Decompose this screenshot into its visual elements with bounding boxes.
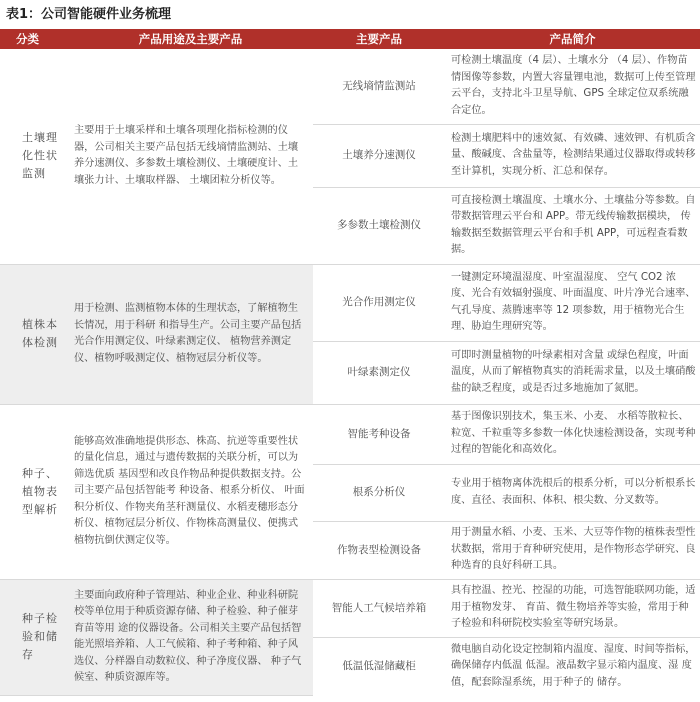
header-row <box>0 29 700 49</box>
product-name: 根系分析仪 <box>313 464 445 521</box>
header-intro: 产品简介 <box>445 29 700 49</box>
category-cell: 植株本体检测 <box>0 264 68 404</box>
usage-cell: 主要用于土壤采样和土壤各项理化指标检测的仪器，公司相关主要产品包括无线墒情监测站、土壤养分速测仪、多参数土壤检测仪、土壤硬度计、土壤张力计、土壤取样器、 土壤团粒分析仪等。 <box>68 49 313 264</box>
usage-cell: 能够高效准确地提供形态、株高、抗逆等重要性状的量化信息，通过与遗传数据的关联分析，可以为筛选优质 基因型和改良作物品种提供数据支持。公司主要产品包括智能考 种设备、根系分析仪、 叶面积分析仪、作物夹角茎秆测量仪、水稻麦穗形态分析仪、植物冠层分析仪、作物株高测量仪、便携式植物抗倒伏测定仪等。 <box>68 404 313 579</box>
header-product: 主要产品 <box>313 29 445 49</box>
product-desc: 检测土壤肥料中的速效氮、有效磷、速效钾、有机质含量、酸碱度、含盐量等，检测结果通过仪器取得或转移至计算机，实现分析、汇总和保存。 <box>445 124 700 187</box>
table-row <box>0 579 700 637</box>
product-desc: 一键测定环境温湿度、叶室温湿度、 空气 CO2 浓度、光合有效辐射强度、叶面温度、叶片净光合速率、气孔导度、蒸腾速率等 12 项参数，用于植物光合生理、胁迫生理研究等。 <box>445 264 700 341</box>
usage-cell: 主要面向政府种子管理站、种业企业、种业科研院校等单位用于种质资源存储、种子检验、种子催芽育苗等用 途的仪器设备。公司相关主要产品包括智能光照培养箱、人工气候箱、种子考种箱、种子风选仪、分样器自动数粒仪、种子净度仪器、 种子气候室、种质资源库等。 <box>68 579 313 695</box>
usage-cell: 用于检测、监测植物本体的生理状态，了解植物生长情况，用于科研 和指导生产。公司主要产品包括光合作用测定仪、叶绿素测定仪、 植物营养测定仪、植物呼吸测定仪、植物冠层分析仪等。 <box>68 264 313 404</box>
category-cell: 种子、植物表型解析 <box>0 404 68 579</box>
header-usage: 产品用途及主要产品 <box>68 29 313 49</box>
product-name: 光合作用测定仪 <box>313 264 445 341</box>
product-desc: 专业用于植物离体洗根后的根系分析，可以分析根系长度、直径、表面积、体积、根尖数、分叉数等。 <box>445 464 700 521</box>
table-row <box>0 49 700 124</box>
category-cell: 土壤理化性状监测 <box>0 49 68 264</box>
product-name: 低温低湿储藏柜 <box>342 660 416 672</box>
product-name: 智能考种设备 <box>313 404 445 464</box>
product-desc: 可检测土壤温度（4 层）、土壤水分 （4 层）、作物苗情图像等参数，内置大容量锂电池，数据可上传至管理云平台，支持北斗卫星导航、GPS 全球定位双系统融合定位。 <box>445 49 700 124</box>
product-desc: 具有控温、控光、控湿的功能，可选智能联网功能，适用于植物发芽、 育苗、微生物培养等实验，常用于种子检验和科研院校实验室等研究场景。 <box>445 579 700 637</box>
header-category: 分类 <box>0 29 68 49</box>
product-desc: 基于图像识别技术，集玉米、小麦、 水稻等散粒长、粒宽、千粒重等多参数一体化快速检测设备，实现考种过程的智能化和高效化。 <box>445 404 700 464</box>
product-name: 叶绿素测定仪 <box>313 341 445 404</box>
product-desc: 微电脑自动化设定控制箱内温度、湿度、时间等指标，确保储存内低温 低湿。液晶数字显示箱内温度、湿 度值，配套除湿系统，用于种子的 储存。 <box>451 643 696 688</box>
product-desc: 可即时测量植物的叶绿素相对含量 或绿色程度，叶面温度，从而了解植物真实的消耗需求量，以及土壤硝酸盐的缺乏程度，或是否过多地施加了氮肥。 <box>445 341 700 404</box>
product-name: 土壤养分速测仪 <box>313 124 445 187</box>
product-name: 多参数土壤检测仪 <box>313 187 445 264</box>
business-table <box>0 29 700 696</box>
table-row <box>0 264 700 341</box>
product-desc: 可直接检测土壤温度、土壤水分、土壤盐分等参数。自带数据管理云平台和 APP。带无线传输数据模块， 传输数据至数据管理云平台和手机 APP，可远程查看数据。 <box>445 187 700 264</box>
table-row <box>0 404 700 464</box>
product-name: 无线墒情监测站 <box>313 49 445 124</box>
category-cell: 种子检验和储存 <box>0 579 68 695</box>
product-name: 智能人工气候培养箱 <box>313 579 445 637</box>
table-title: 表1：公司智能硬件业务梳理 <box>6 7 172 22</box>
product-name: 作物表型检测设备 <box>313 521 445 579</box>
product-desc: 用于测量水稻、小麦、玉米、大豆等作物的植株表型性状数据，常用于育种研究使用，是作物形态学研究、良种选育的良好科研工具。 <box>445 521 700 579</box>
